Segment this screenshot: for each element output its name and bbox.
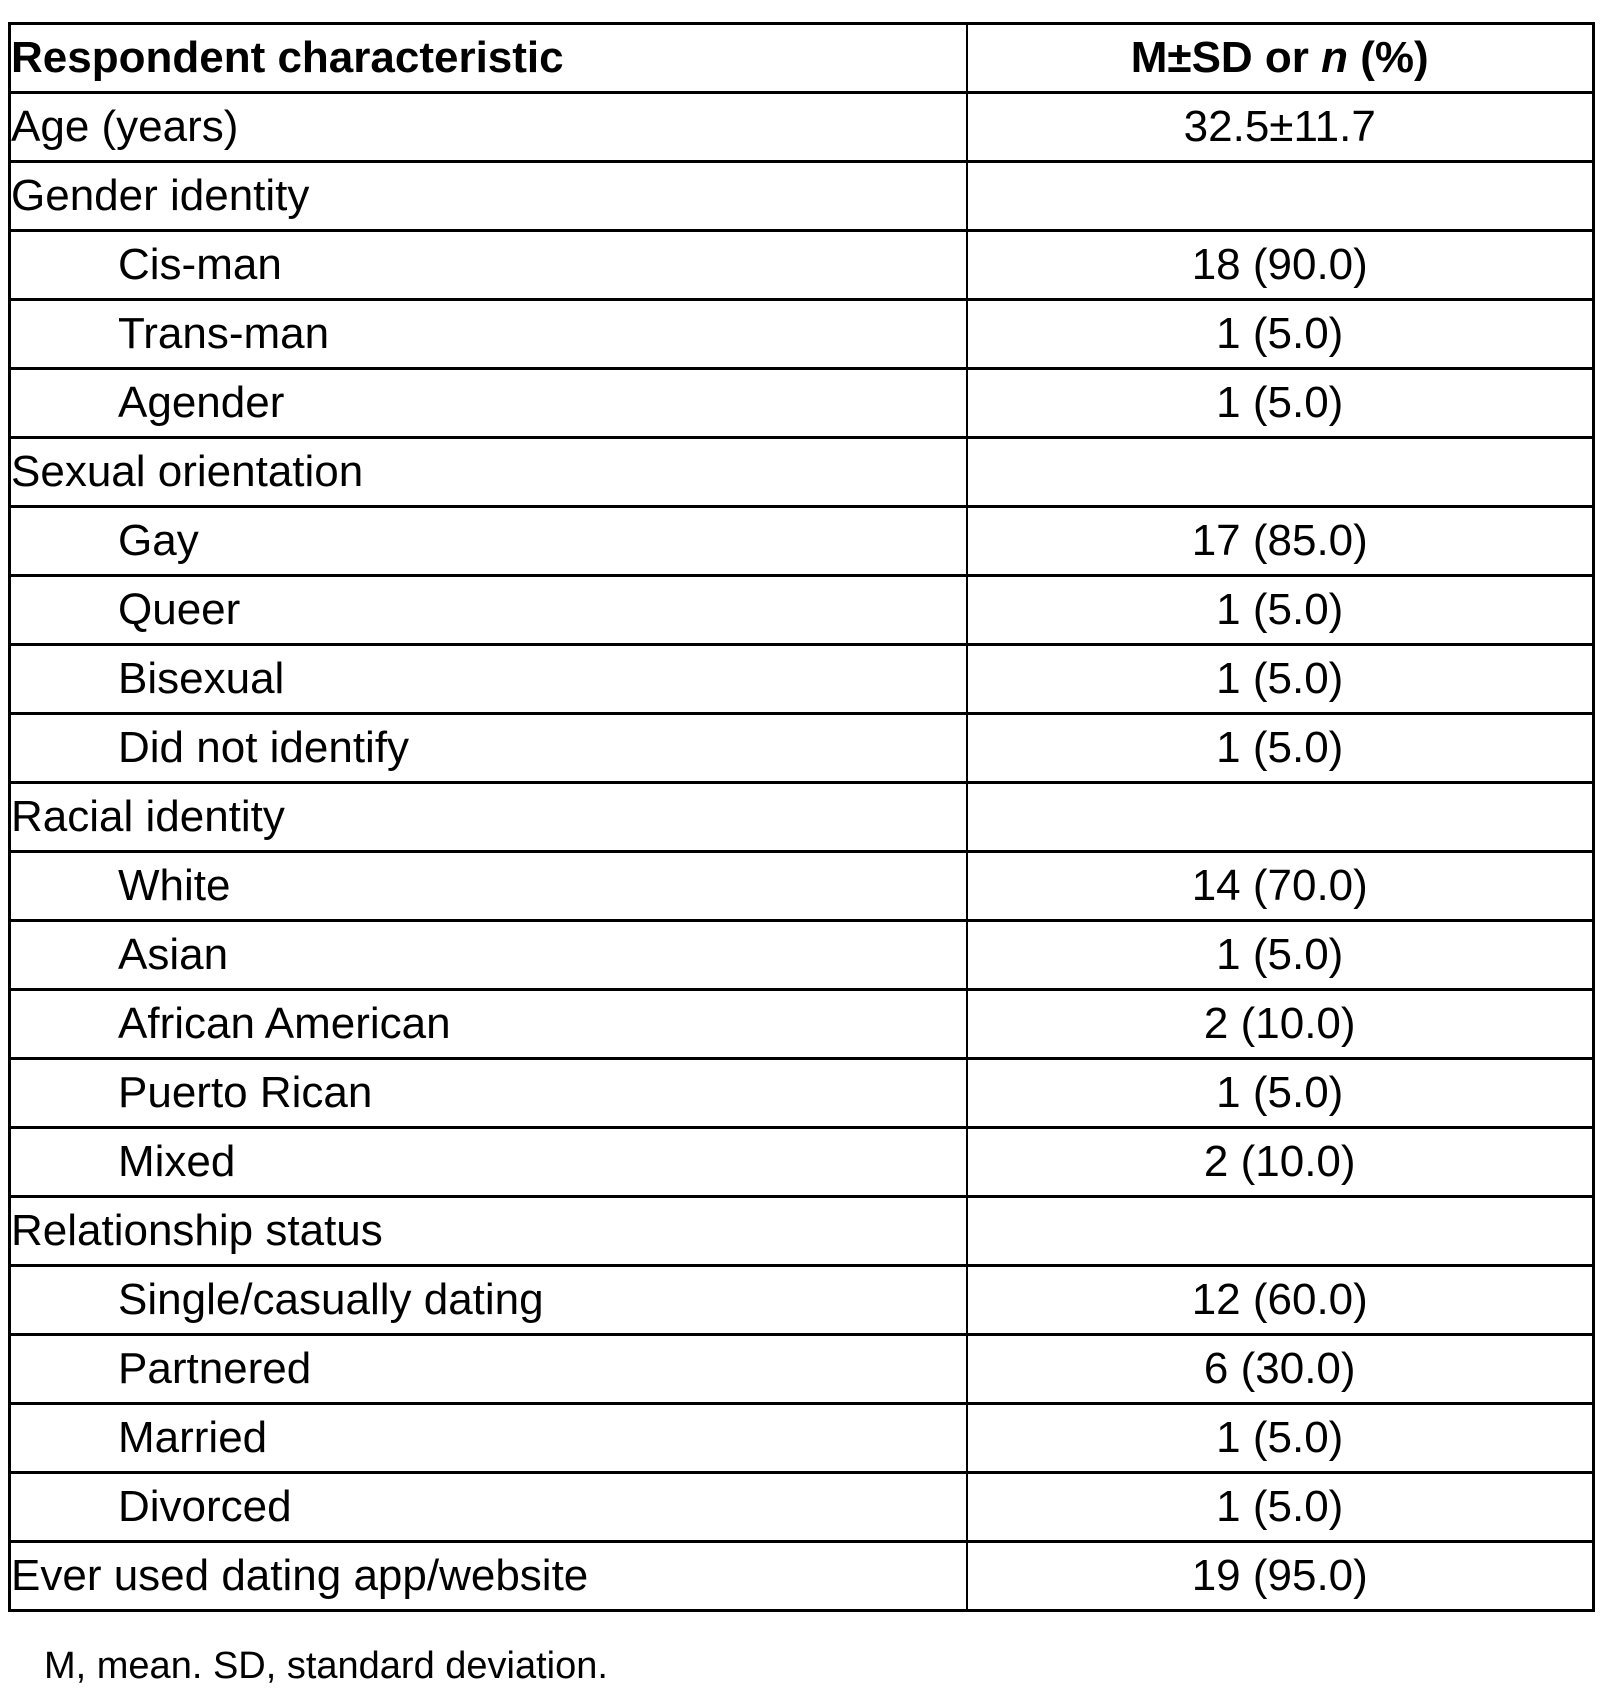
row-label: African American — [10, 990, 967, 1059]
table-row — [10, 369, 1594, 438]
table-row — [10, 645, 1594, 714]
row-value: 2 (10.0) — [967, 1128, 1594, 1197]
table-row — [10, 162, 1594, 231]
table-row — [10, 1404, 1594, 1473]
row-value: 1 (5.0) — [967, 1059, 1594, 1128]
table-header-row — [10, 24, 1594, 93]
row-value — [967, 162, 1594, 231]
table-row — [10, 783, 1594, 852]
row-value: 2 (10.0) — [967, 990, 1594, 1059]
table-row — [10, 1473, 1594, 1542]
table-row — [10, 990, 1594, 1059]
row-label: Married — [10, 1404, 967, 1473]
row-label: Asian — [10, 921, 967, 990]
row-label: Divorced — [10, 1473, 967, 1542]
table-row — [10, 300, 1594, 369]
row-label: Mixed — [10, 1128, 967, 1197]
value-column-header — [967, 24, 1594, 93]
row-value: 1 (5.0) — [967, 1473, 1594, 1542]
characteristic-column-header: Respondent characteristic — [10, 24, 967, 93]
table-row — [10, 714, 1594, 783]
row-label: Sexual orientation — [10, 438, 967, 507]
row-label: Gay — [10, 507, 967, 576]
footnote: M, mean. SD, standard deviation. — [44, 1645, 608, 1687]
row-label: Agender — [10, 369, 967, 438]
row-value: 1 (5.0) — [967, 576, 1594, 645]
row-label: Trans-man — [10, 300, 967, 369]
row-value: 14 (70.0) — [967, 852, 1594, 921]
row-value: 1 (5.0) — [967, 714, 1594, 783]
row-value: 19 (95.0) — [967, 1542, 1594, 1611]
table-row — [10, 438, 1594, 507]
row-label: White — [10, 852, 967, 921]
row-label: Racial identity — [10, 783, 967, 852]
row-label: Did not identify — [10, 714, 967, 783]
value-header-prefix: M±SD or — [1130, 32, 1322, 82]
row-value: 18 (90.0) — [967, 231, 1594, 300]
table-row — [10, 921, 1594, 990]
row-label: Age (years) — [10, 93, 967, 162]
table-row — [10, 1128, 1594, 1197]
table-row — [10, 1335, 1594, 1404]
value-header-suffix: (%) — [1348, 32, 1429, 82]
value-header-n: n — [1321, 32, 1349, 82]
row-value — [967, 783, 1594, 852]
row-value — [967, 438, 1594, 507]
row-value: 6 (30.0) — [967, 1335, 1594, 1404]
row-value: 1 (5.0) — [967, 300, 1594, 369]
table-row — [10, 852, 1594, 921]
table-row — [10, 576, 1594, 645]
row-value: 32.5±11.7 — [967, 93, 1594, 162]
table-row — [10, 507, 1594, 576]
row-label: Puerto Rican — [10, 1059, 967, 1128]
row-value: 1 (5.0) — [967, 369, 1594, 438]
table-row — [10, 1542, 1594, 1611]
table-row — [10, 1197, 1594, 1266]
row-value: 1 (5.0) — [967, 645, 1594, 714]
table-row — [10, 1266, 1594, 1335]
row-label: Relationship status — [10, 1197, 967, 1266]
row-value: 1 (5.0) — [967, 1404, 1594, 1473]
row-label: Gender identity — [10, 162, 967, 231]
respondent-characteristics-table — [8, 22, 1595, 1612]
row-label: Queer — [10, 576, 967, 645]
table-row — [10, 93, 1594, 162]
row-label: Single/casually dating — [10, 1266, 967, 1335]
row-label: Cis-man — [10, 231, 967, 300]
row-label: Partnered — [10, 1335, 967, 1404]
row-value — [967, 1197, 1594, 1266]
row-value: 12 (60.0) — [967, 1266, 1594, 1335]
row-label: Bisexual — [10, 645, 967, 714]
table-row — [10, 1059, 1594, 1128]
table-row — [10, 231, 1594, 300]
row-value: 17 (85.0) — [967, 507, 1594, 576]
row-label: Ever used dating app/website — [10, 1542, 967, 1611]
row-value: 1 (5.0) — [967, 921, 1594, 990]
